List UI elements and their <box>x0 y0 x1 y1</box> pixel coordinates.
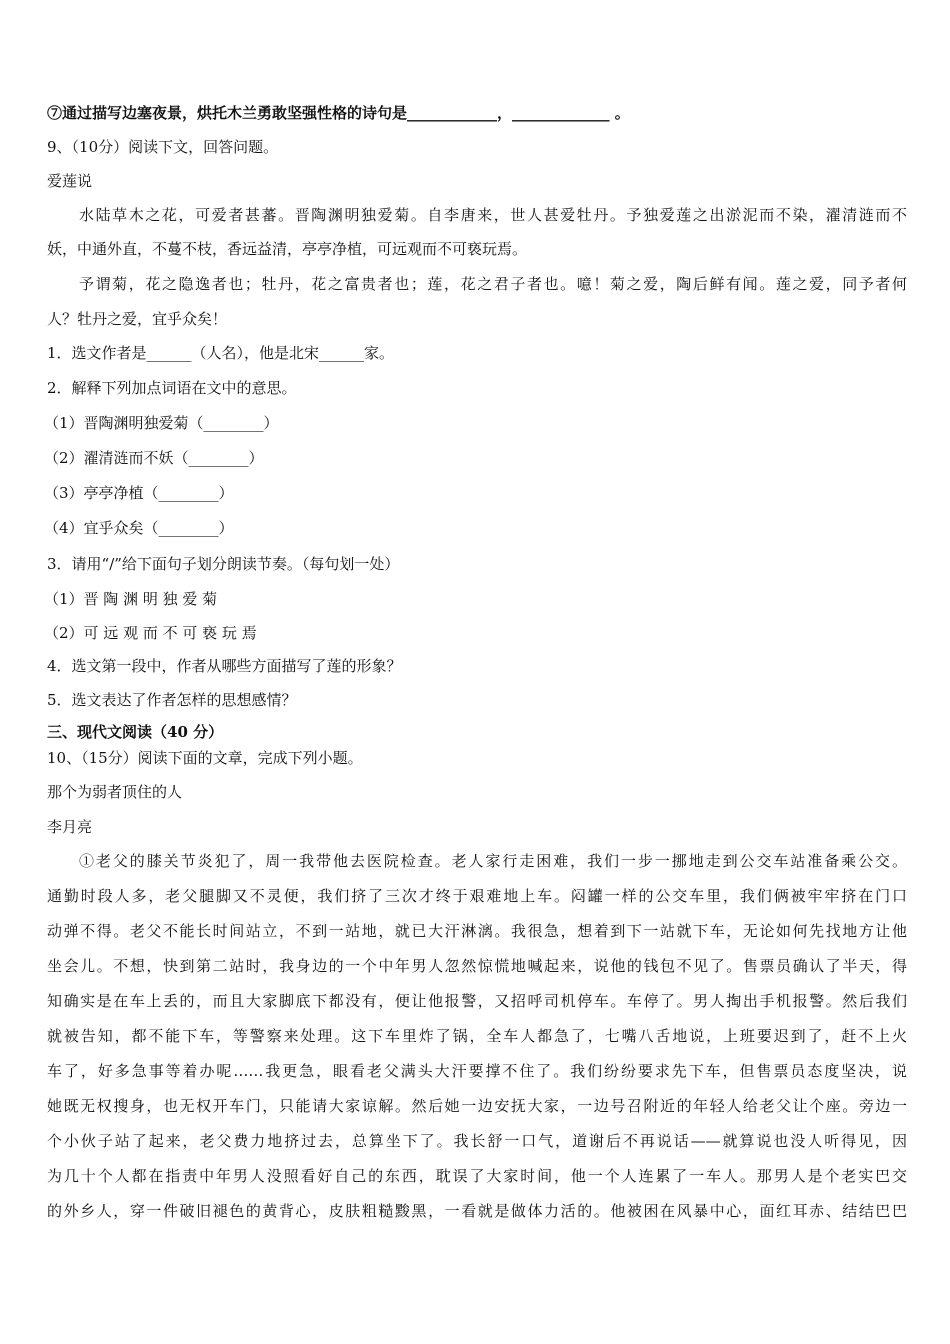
question-9-item-3: 3．请用“/”给下面句子划分朗读节奏。（每句划一处） <box>47 555 400 573</box>
question-9-item-2-1: （1）晋陶渊明独爱菊（________） <box>44 414 279 432</box>
article-line-3: 动弹不得。老父不能长时间站立，不到一站地，就已大汗淋漓。我很急，想着到下一站就下车，无论如何先找地方让他 <box>47 922 907 940</box>
question-9-item-2-3: （3）亭亭净植（________） <box>44 484 234 502</box>
question-9-item-4: 4．选文第一段中，作者从哪些方面描写了莲的形象？ <box>47 657 402 675</box>
question-9-item-2: 2．解释下列加点词语在文中的意思。 <box>47 379 297 397</box>
question-9-item-3-1: （1）晋 陶 渊 明 独 爱 菊 <box>44 590 218 608</box>
article-line-9: 个小伙子站了起来，老父费力地挤过去，总算坐下了。我长舒一口气，道谢后不再说话——就算说也没人听得见，因 <box>47 1132 907 1150</box>
passage-paragraph-2-line-1: 予谓菊，花之隐逸者也；牡丹，花之富贵者也；莲，花之君子者也。噫！菊之爱，陶后鲜有闻。莲之爱，同予者何 <box>79 275 907 293</box>
question-9-item-2-4: （4）宜乎众矣（________） <box>44 519 234 537</box>
article-line-5: 知确实是在车上丢的，而且大家脚底下都没有，便让他报警，又招呼司机停车。车停了。男人掏出手机报警。然后我们 <box>47 992 907 1010</box>
article-line-10: 为几十个人都在指责中年男人没照看好自己的东西，耽误了大家时间，他一个人连累了一车人。那男人是个老实巴交 <box>47 1167 907 1185</box>
article-line-11: 的外乡人，穿一件破旧褪色的黄背心，皮肤粗糙黢黑，一看就是做体力活的。他被困在风暴中心，面红耳赤、结结巴巴 <box>47 1202 907 1220</box>
passage-title: 爱莲说 <box>47 172 93 190</box>
article-line-4: 坐会儿。不想，快到第二站时，我身边的一个中年男人忽然惊慌地喊起来，说他的钱包不见了。售票员确认了半天，得 <box>47 957 907 975</box>
question-9-item-5: 5．选文表达了作者怎样的思想感情？ <box>47 691 297 709</box>
section-3-heading: 三、现代文阅读（40 分） <box>47 723 224 741</box>
article-line-1: ①老父的膝关节炎犯了，周一我带他去医院检查。老人家行走困难，我们一步一挪地走到公交车站准备乘公交。 <box>79 852 907 870</box>
passage-paragraph-1-line-2: 妖，中通外直，不蔓不枝，香远益清，亭亭净植，可远观而不可亵玩焉。 <box>47 240 528 258</box>
article-line-7: 车了，好多急事等着办呢……我更急，眼看老父满头大汗要撑不住了。我们纷纷要求先下车，但售票员态度坚决，说 <box>47 1062 907 1080</box>
question-9-header: 9、（10分）阅读下文，回答问题。 <box>47 138 279 156</box>
article-line-6: 就被告知，都不能下车，等警察来处理。这下车里炸了锅，全车人都急了，七嘴八舌地说，上班要迟到了，赶不上火 <box>47 1027 907 1045</box>
question-9-item-3-2: （2）可 远 观 而 不 可 亵 玩 焉 <box>44 624 257 642</box>
question-9-item-2-2: （2）濯清涟而不妖（________） <box>44 449 264 467</box>
article-line-8: 她既无权搜身，也无权开车门，只能请大家谅解。然后她一边安抚大家，一边号召附近的年轻人给老父让个座。旁边一 <box>47 1097 907 1115</box>
passage-paragraph-2-line-2: 人？牡丹之爱，宜乎众矣！ <box>47 310 228 328</box>
question-7-prompt: ⑦通过描写边塞夜景，烘托木兰勇敢坚强性格的诗句是____________，_____________ 。 <box>47 104 630 122</box>
article-title: 那个为弱者顶住的人 <box>47 783 183 801</box>
article-author: 李月亮 <box>47 818 93 836</box>
article-line-2: 通勤时段人多，老父腿脚又不灵便，我们挤了三次才终于艰难地上车。闷罐一样的公交车里，我们俩被牢牢挤在门口 <box>47 887 907 905</box>
question-9-item-1: 1．选文作者是______（人名），他是北宋______家。 <box>47 344 395 362</box>
passage-paragraph-1-line-1: 水陆草木之花，可爱者甚蕃。晋陶渊明独爱菊。自李唐来，世人甚爱牡丹。予独爱莲之出淤泥而不染，濯清涟而不 <box>79 206 907 224</box>
question-10-header: 10、（15分）阅读下面的文章，完成下列小题。 <box>47 749 363 767</box>
